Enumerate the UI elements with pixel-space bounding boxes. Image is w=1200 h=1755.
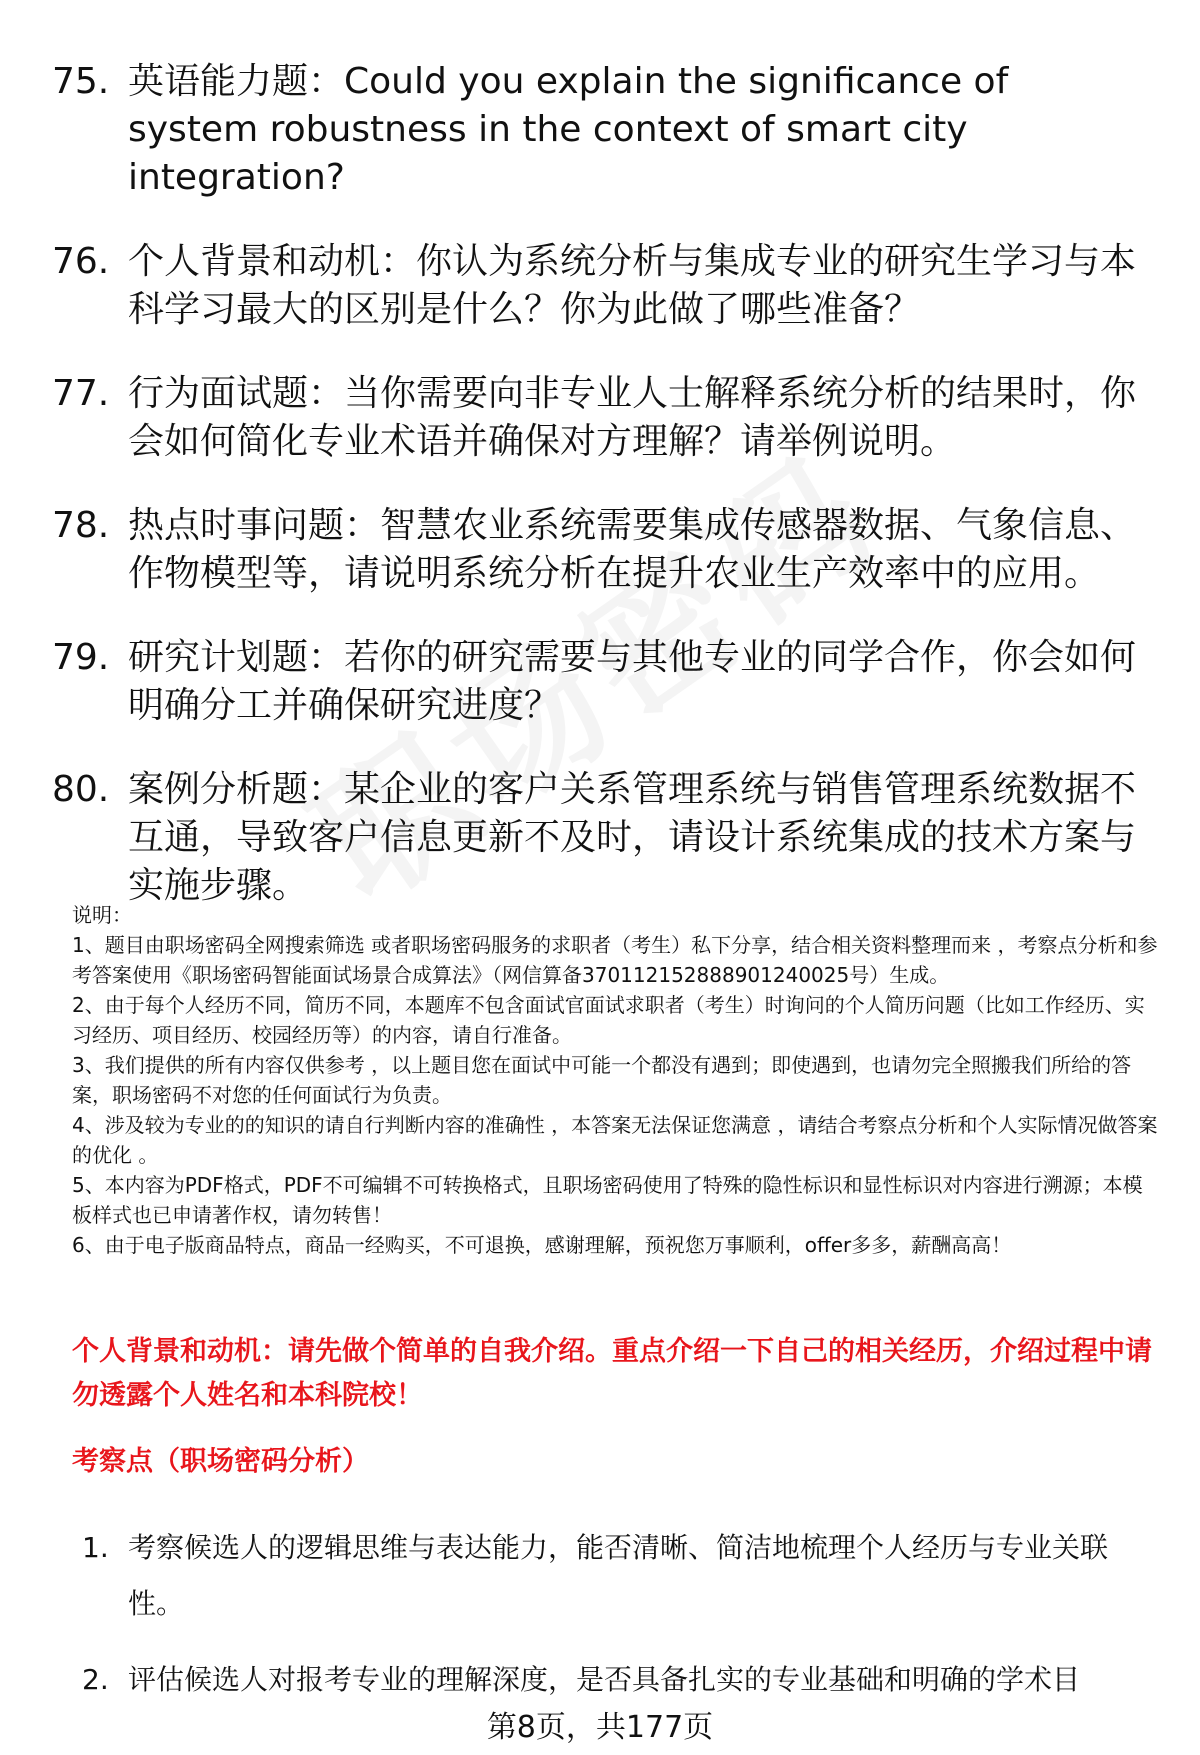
question-item <box>52 766 1142 910</box>
notes-section <box>72 900 1162 1260</box>
section-title: 考察点（职场密码分析） <box>72 1446 369 1477</box>
point-text: 考察候选人的逻辑思维与表达能力，能否清晰、简洁地梳理个人经历与专业关联性。 <box>128 1531 1109 1620</box>
analysis-point <box>82 1520 1142 1632</box>
question-text: 行为面试题：当你需要向非专业人士解释系统分析的结果时，你会如何简化专业术语并确保对方理解？请举例说明。 <box>128 373 1137 462</box>
question-number: 80. <box>52 769 110 810</box>
point-text: 评估候选人对报考专业的理解深度，是否具备扎实的专业基础和明确的学术目 <box>128 1663 1081 1696</box>
question-item <box>52 502 1142 598</box>
question-number: 79. <box>52 637 110 678</box>
note-item: 5、本内容为PDF格式，PDF不可编辑不可转换格式，且职场密码使用了特殊的隐性标识和显性标识对内容进行溯源；本模板样式也已申请著作权，请勿转售！ <box>72 1173 1143 1227</box>
question-list <box>52 58 1142 946</box>
question-item <box>52 634 1142 730</box>
question-item <box>52 58 1142 202</box>
note-item: 1、题目由职场密码全网搜索筛选 或者职场密码服务的求职者（考生）私下分享，结合相关资料整理而来 ，考察点分析和参考答案使用《职场密码智能面试场景合成算法》（网信算备370112152888901240025号）生成。 <box>72 933 1158 987</box>
highlight-question: 个人背景和动机：请先做个简单的自我介绍。重点介绍一下自己的相关经历，介绍过程中请勿透露个人姓名和本科院校！ <box>72 1336 1152 1411</box>
note-item: 3、我们提供的所有内容仅供参考 ，以上题目您在面试中可能一个都没有遇到；即使遇到，也请勿完全照搬我们所给的答案，职场密码不对您的任何面试行为负责。 <box>72 1053 1132 1107</box>
question-text: 英语能力题：Could you explain the significance of system robustness in the context of smart city integration? <box>128 61 1009 198</box>
question-number: 77. <box>52 373 110 414</box>
point-number: 1. <box>82 1531 109 1564</box>
question-text: 热点时事问题：智慧农业系统需要集成传感器数据、气象信息、作物模型等，请说明系统分析在提升农业生产效率中的应用。 <box>128 505 1137 594</box>
analysis-points <box>82 1520 1142 1728</box>
question-number: 76. <box>52 241 110 282</box>
question-text: 个人背景和动机：你认为系统分析与集成专业的研究生学习与本科学习最大的区别是什么？你为此做了哪些准备？ <box>128 241 1137 330</box>
analysis-point <box>82 1652 1142 1708</box>
page-footer: 第8页，共177页 <box>486 1710 714 1745</box>
note-item: 2、由于每个人经历不同，简历不同，本题库不包含面试官面试求职者（考生）时询问的个人简历问题（比如工作经历、实习经历、项目经历、校园经历等）的内容，请自行准备。 <box>72 993 1145 1047</box>
notes-title: 说明： <box>72 903 132 927</box>
question-number: 75. <box>52 61 110 102</box>
point-number: 2. <box>82 1663 109 1696</box>
question-item <box>52 370 1142 466</box>
question-number: 78. <box>52 505 110 546</box>
note-item: 4、涉及较为专业的的知识的请自行判断内容的准确性 ，本答案无法保证您满意 ，请结合考察点分析和个人实际情况做答案的优化 。 <box>72 1113 1158 1167</box>
question-text: 研究计划题：若你的研究需要与其他专业的同学合作，你会如何明确分工并确保研究进度？ <box>128 637 1137 726</box>
question-item <box>52 238 1142 334</box>
note-item: 6、由于电子版商品特点，商品一经购买，不可退换，感谢理解，预祝您万事顺利，offer多多，薪酬高高！ <box>72 1233 1012 1257</box>
question-text: 案例分析题：某企业的客户关系管理系统与销售管理系统数据不互通，导致客户信息更新不及时，请设计系统集成的技术方案与实施步骤。 <box>128 769 1137 906</box>
